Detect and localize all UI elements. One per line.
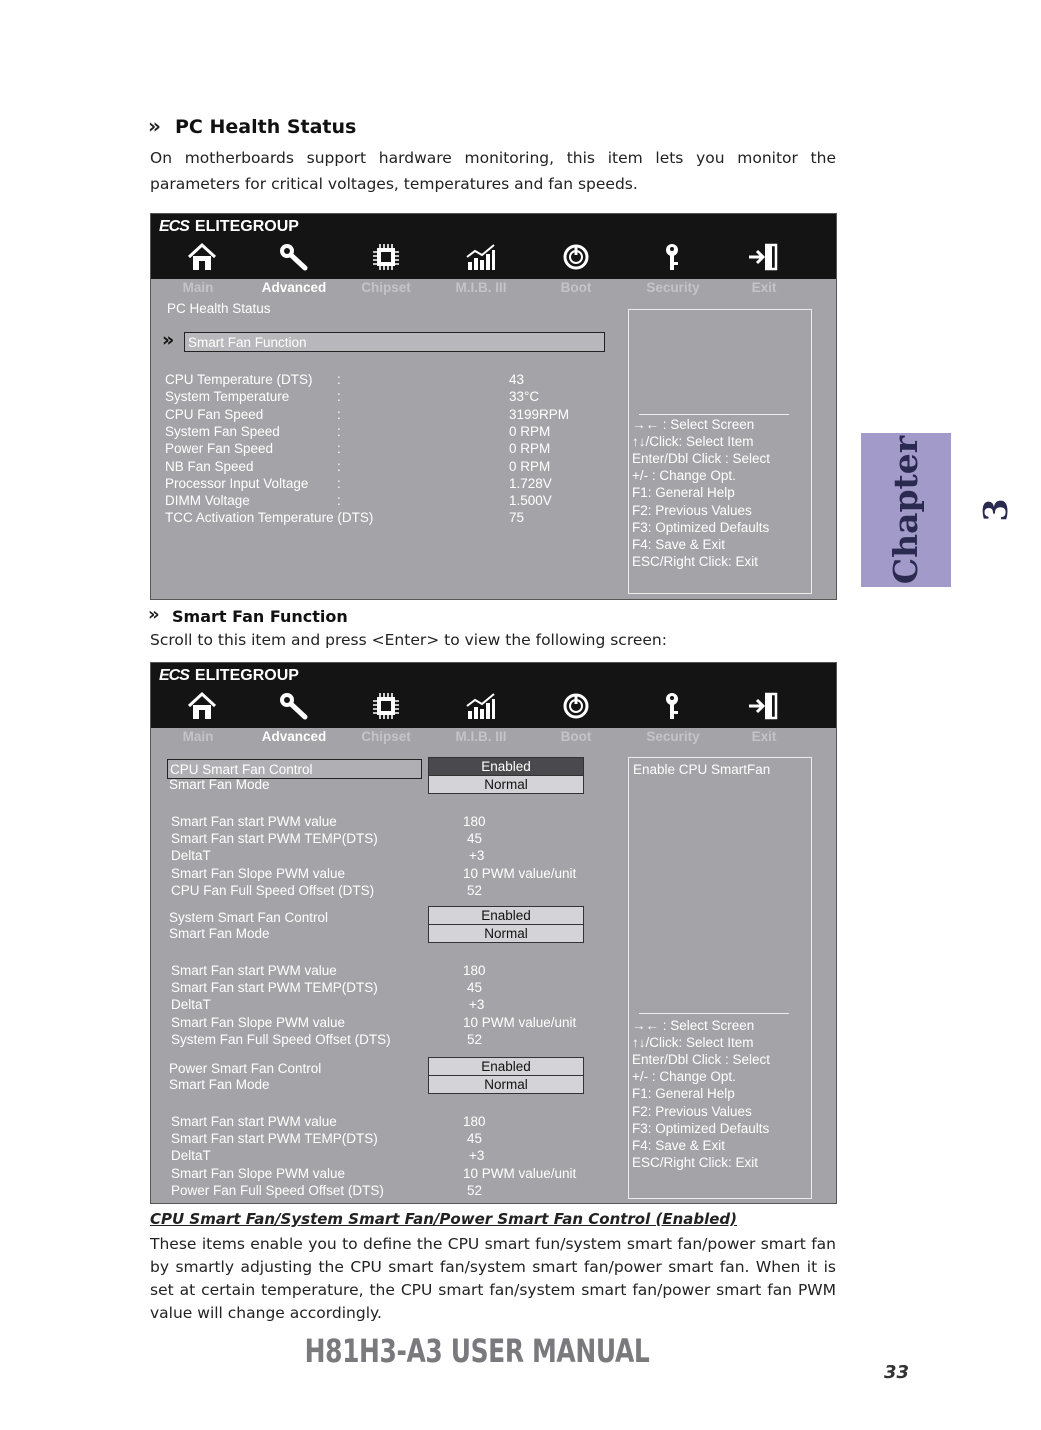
help-key-line: →← : Select Screen: [632, 417, 755, 432]
bios-screen-pc-health: [150, 213, 837, 600]
help-text: Enable CPU SmartFan: [633, 762, 771, 777]
reading-value: 3199RPM: [509, 406, 570, 422]
bios-screen-smart-fan: [150, 662, 837, 1204]
fan-control-value[interactable]: Enabled: [428, 906, 584, 925]
help-panel: [628, 309, 812, 594]
section-chevron-icon: »: [148, 604, 160, 625]
power-icon[interactable]: [560, 691, 592, 721]
fan-control-item[interactable]: [167, 1059, 420, 1077]
smart-fan-mode-label[interactable]: Smart Fan Mode: [169, 926, 270, 941]
help-key-line: ↑↓/Click: Select Item: [632, 434, 754, 450]
fan-param-label: Smart Fan Slope PWM value: [171, 1165, 346, 1181]
reading-label: Processor Input Voltage: [165, 475, 309, 491]
tab-security[interactable]: Security: [646, 280, 700, 295]
fan-param-label: Smart Fan start PWM value: [171, 963, 337, 978]
help-divider: [639, 1013, 789, 1014]
tab-boot[interactable]: Boot: [560, 280, 592, 295]
reading-separator: :: [337, 423, 341, 439]
smart-fan-mode-label[interactable]: Smart Fan Mode: [169, 777, 270, 792]
reading-separator: :: [337, 475, 341, 491]
fan-param-label: DeltaT: [171, 1148, 211, 1164]
fan-param-value: 45: [467, 831, 483, 847]
chart-icon[interactable]: [465, 242, 497, 272]
tab-boot[interactable]: Boot: [560, 729, 592, 744]
smart-fan-mode-value[interactable]: Normal: [428, 775, 584, 794]
fan-param-label: Smart Fan start PWM value: [171, 814, 337, 829]
help-key-line: ↑↓/Click: Select Item: [632, 1035, 754, 1051]
tab-chipset[interactable]: Chipset: [361, 280, 411, 295]
help-divider: [639, 414, 789, 415]
smart-fan-function-label: Smart Fan Function: [188, 335, 307, 350]
fan-param-value: 10 PWM value/unit: [463, 1165, 577, 1181]
fan-param-value: 180: [463, 814, 486, 829]
power-icon[interactable]: [560, 242, 592, 272]
fan-param-label: DeltaT: [171, 848, 211, 864]
brand-logo: ECS ELITEGROUP: [159, 667, 299, 684]
help-key-line: Enter/Dbl Click : Select: [632, 1052, 771, 1068]
help-key-line: F2: Previous Values: [632, 1103, 752, 1119]
section-description-fan-control: These items enable you to define the CPU smart fun/system smart fan/power smart fan by smartly adjusting the CPU smart fan/system smart fan/power smart fan. When it is set at certain temperature, the CPU smart fan/system smart fan/power smart fan PWM value will change accordingly.: [150, 1235, 836, 1322]
reading-value: 1.500V: [509, 493, 552, 509]
fan-param-value: +3: [469, 1148, 485, 1164]
fan-param-value: 10 PWM value/unit: [463, 865, 577, 881]
fan-param-value: 45: [467, 980, 483, 996]
help-key-line: +/- : Change Opt.: [632, 468, 736, 484]
fan-param-label: CPU Fan Full Speed Offset (DTS): [171, 882, 375, 898]
page-number: 33: [884, 1362, 910, 1383]
fan-param-label: Smart Fan Slope PWM value: [171, 1014, 346, 1030]
fan-param-value: 52: [467, 882, 483, 898]
tab-advanced[interactable]: Advanced: [261, 280, 327, 295]
wrench-icon[interactable]: [278, 691, 310, 721]
help-key-line: F4: Save & Exit: [632, 1137, 726, 1153]
fan-control-label: Power Smart Fan Control: [169, 1061, 322, 1076]
selected-item-chevron-icon: »: [162, 329, 175, 351]
section-title-smart-fan: Smart Fan Function: [172, 607, 348, 626]
fan-param-value: 180: [463, 1114, 486, 1129]
chapter-tab: [861, 433, 1015, 587]
reading-label: TCC Activation Temperature (DTS): [165, 510, 374, 526]
fan-param-value: +3: [469, 848, 485, 864]
tab-m-i-b-iii[interactable]: M.I.B. III: [455, 729, 507, 744]
section-description-pc-health: On motherboards support hardware monitoring, this item lets you monitor the parameters for critical voltages, temperatures and fan speeds.: [150, 149, 836, 193]
reading-label: CPU Fan Speed: [165, 406, 264, 422]
reading-label: DIMM Voltage: [165, 493, 250, 509]
reading-separator: :: [337, 458, 341, 474]
tab-main[interactable]: Main: [182, 729, 214, 744]
help-key-line: F1: General Help: [632, 1086, 735, 1102]
chip-icon[interactable]: [370, 691, 402, 721]
help-key-line: F1: General Help: [632, 485, 735, 501]
help-panel: [628, 757, 812, 1199]
fan-control-label: System Smart Fan Control: [169, 910, 329, 925]
fan-control-item[interactable]: [167, 908, 420, 926]
wrench-icon[interactable]: [278, 242, 310, 272]
key-icon[interactable]: [656, 242, 688, 272]
tab-chipset[interactable]: Chipset: [361, 729, 411, 744]
fan-param-label: System Fan Full Speed Offset (DTS): [171, 1031, 391, 1047]
fan-param-value: 10 PWM value/unit: [463, 1014, 577, 1030]
page-label: PC Health Status: [167, 301, 271, 316]
reading-value: 0 RPM: [509, 423, 551, 439]
reading-value: 33°C: [509, 389, 540, 405]
fan-param-label: DeltaT: [171, 997, 211, 1013]
fan-param-label: Smart Fan start PWM TEMP(DTS): [171, 831, 378, 847]
tab-security[interactable]: Security: [646, 729, 700, 744]
help-key-line: F3: Optimized Defaults: [632, 1120, 770, 1136]
help-key-line: ESC/Right Click: Exit: [632, 1154, 759, 1170]
home-icon[interactable]: [186, 242, 218, 272]
fan-control-value[interactable]: Enabled: [428, 1057, 584, 1076]
fan-param-label: Power Fan Full Speed Offset (DTS): [171, 1182, 384, 1198]
tab-advanced[interactable]: Advanced: [261, 729, 327, 744]
section-description-smart-fan: Scroll to this item and press <Enter> to view the following screen:: [150, 631, 667, 649]
smart-fan-function-item[interactable]: [184, 332, 605, 352]
reading-separator: :: [337, 372, 341, 387]
exit-door-icon[interactable]: [747, 691, 779, 721]
chapter-label: Chapter 3: [886, 435, 1015, 585]
section-title-fan-control: CPU Smart Fan/System Smart Fan/Power Smart Fan Control (Enabled): [150, 1210, 738, 1228]
fan-param-value: 180: [463, 963, 486, 978]
fan-param-value: 45: [467, 1131, 483, 1147]
reading-label: Power Fan Speed: [165, 441, 274, 457]
fan-param-label: Smart Fan start PWM TEMP(DTS): [171, 1131, 378, 1147]
fan-control-value[interactable]: Enabled: [428, 757, 584, 776]
help-key-line: F2: Previous Values: [632, 502, 752, 518]
help-key-line: +/- : Change Opt.: [632, 1069, 736, 1085]
help-key-line: Enter/Dbl Click : Select: [632, 451, 771, 467]
tab-m-i-b-iii[interactable]: M.I.B. III: [455, 280, 507, 295]
reading-label: CPU Temperature (DTS): [165, 372, 313, 387]
home-icon[interactable]: [186, 691, 218, 721]
fan-param-value: 52: [467, 1031, 483, 1047]
chart-icon[interactable]: [465, 691, 497, 721]
section-chevron-icon: »: [148, 114, 161, 138]
exit-door-icon[interactable]: [747, 242, 779, 272]
fan-param-label: Smart Fan Slope PWM value: [171, 865, 346, 881]
tab-exit[interactable]: Exit: [751, 280, 777, 295]
tab-exit[interactable]: Exit: [751, 729, 777, 744]
reading-separator: :: [337, 441, 341, 457]
reading-label: System Temperature: [165, 389, 290, 405]
reading-separator: :: [337, 493, 341, 509]
reading-label: NB Fan Speed: [165, 458, 254, 474]
reading-value: 0 RPM: [509, 441, 551, 457]
help-key-line: ESC/Right Click: Exit: [632, 553, 759, 569]
help-key-line: F4: Save & Exit: [632, 536, 726, 552]
brand-logo: ECS ELITEGROUP: [159, 218, 299, 235]
help-key-line: →← : Select Screen: [632, 1018, 755, 1033]
reading-value: 1.728V: [509, 475, 552, 491]
fan-control-label: CPU Smart Fan Control: [170, 762, 313, 777]
reading-label: System Fan Speed: [165, 423, 280, 439]
smart-fan-mode-label[interactable]: Smart Fan Mode: [169, 1077, 270, 1092]
smart-fan-mode-value[interactable]: Normal: [428, 924, 584, 943]
key-icon[interactable]: [656, 691, 688, 721]
fan-param-value: 52: [467, 1182, 483, 1198]
section-title-pc-health: PC Health Status: [175, 116, 357, 138]
help-key-line: F3: Optimized Defaults: [632, 519, 770, 535]
chip-icon[interactable]: [370, 242, 402, 272]
fan-param-label: Smart Fan start PWM TEMP(DTS): [171, 980, 378, 996]
smart-fan-mode-value[interactable]: Normal: [428, 1075, 584, 1094]
tab-main[interactable]: Main: [182, 280, 214, 295]
reading-value: 75: [509, 510, 525, 526]
reading-separator: :: [337, 406, 341, 422]
manual-title: H81H3-A3 USER MANUAL: [304, 1332, 650, 1370]
reading-separator: :: [337, 389, 341, 405]
reading-value: 43: [509, 372, 525, 387]
fan-param-label: Smart Fan start PWM value: [171, 1114, 337, 1129]
fan-param-value: +3: [469, 997, 485, 1013]
reading-value: 0 RPM: [509, 458, 551, 474]
